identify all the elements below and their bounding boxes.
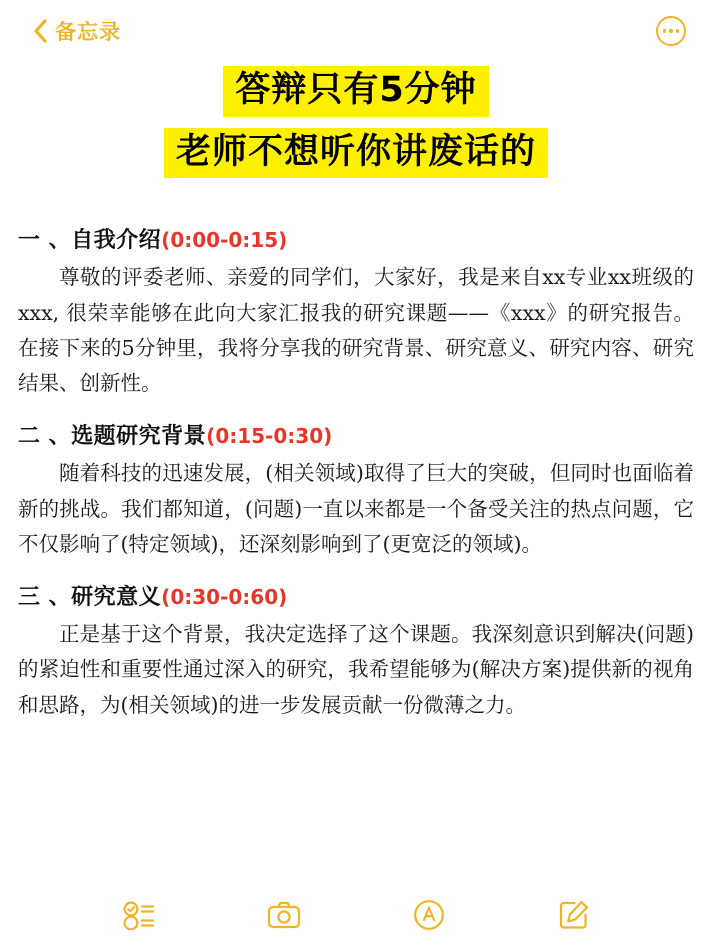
section-paragraph: 随着科技的迅速发展，(相关领域)取得了巨大的突破，但同时也面临着新的挑战。我们都知道，(问题)一直以来都是一个备受关注的热点问题，它不仅影响了(特定领域)，还深刻影响到了(更宽泛的领域)。 xyxy=(18,461,694,556)
section-heading xyxy=(18,223,694,254)
bottom-toolbar xyxy=(0,879,712,951)
checklist-icon[interactable] xyxy=(119,895,159,935)
section-heading-text: 二 、选题研究背景 xyxy=(18,424,207,450)
section-heading-text: 三 、研究意义 xyxy=(18,585,162,611)
section-paragraph: 尊敬的评委老师、亲爱的同学们，大家好，我是来自xx专业xx班级的xxx, 很荣幸能够在此向大家汇报我的研究课题——《xxx》的研究报告。在接下来的5分钟里，我将分享我的研究背景、研究意义、研究内容、研究结果、创新性。 xyxy=(18,265,694,396)
section-heading xyxy=(18,419,694,450)
more-dot-1 xyxy=(663,29,667,33)
top-navigation-bar xyxy=(0,0,712,62)
back-button-label: 备忘录 xyxy=(55,20,121,44)
section-time-range: (0:30-0:60) xyxy=(161,585,288,610)
section-research-background xyxy=(18,419,694,562)
markup-pen-icon[interactable] xyxy=(409,895,449,935)
section-paragraph: 正是基于这个背景，我决定选择了这个课题。我深刻意识到解决(问题)的紧迫性和重要性通过深入的研究，我希望能够为(解决方案)提供新的视角和思路，为(相关领域)的进一步发展贡献一份微薄之力。 xyxy=(18,622,694,717)
title-line-2: 老师不想听你讲废话的 xyxy=(164,128,548,179)
more-dot-2 xyxy=(669,29,673,33)
section-research-significance xyxy=(18,580,694,723)
note-body xyxy=(0,189,712,723)
camera-icon[interactable] xyxy=(264,895,304,935)
title-line-1: 答辩只有5分钟 xyxy=(223,66,488,117)
section-heading xyxy=(18,580,694,611)
back-button[interactable] xyxy=(32,16,121,46)
compose-icon[interactable] xyxy=(554,895,594,935)
chevron-left-icon xyxy=(32,18,48,44)
section-time-range: (0:00-0:15) xyxy=(161,228,288,253)
section-time-range: (0:15-0:30) xyxy=(206,424,333,449)
more-dot-3 xyxy=(676,29,680,33)
more-options-icon[interactable] xyxy=(656,16,686,46)
section-self-introduction xyxy=(18,223,694,401)
note-title xyxy=(0,66,712,189)
section-heading-text: 一 、自我介绍 xyxy=(18,228,162,254)
